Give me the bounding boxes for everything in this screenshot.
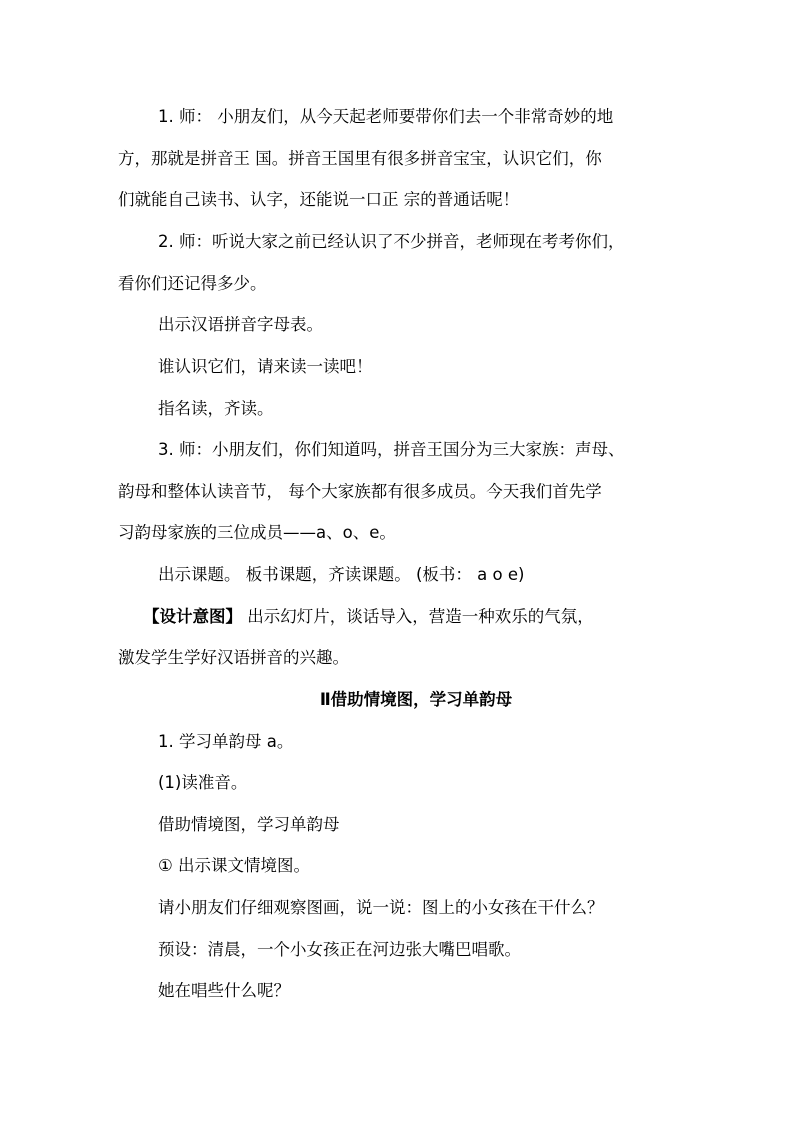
paragraph-2-line-2: 看你们还记得多少。 (118, 274, 267, 293)
paragraph-4: 谁认识它们，请来读一读吧！ (158, 357, 373, 376)
section-heading: Ⅱ借助情境图，学习单韵母 (319, 690, 513, 709)
after-line-7: 她在唱些什么呢？ (158, 981, 290, 1000)
paragraph-1-line-3: 们就能自己读书、认字，还能说一口正 宗的普通话呢！ (118, 190, 520, 209)
after-line-1: 1. 学习单韵母 a。 (158, 732, 294, 751)
after-line-4: ① 出示课文情境图。 (158, 856, 311, 875)
paragraph-8-line-1 (143, 603, 715, 631)
paragraph-1-line-1: 1. 师： 小朋友们，从今天起老师要带你们去一个非常奇妙的地 (158, 107, 614, 126)
paragraph-6-line-3: 习韵母家族的三位成员——a、o、e。 (118, 523, 396, 542)
paragraph-5: 指名读，齐读。 (158, 399, 274, 418)
paragraph-6-line-2: 韵母和整体认读音节， 每个大家族都有很多成员。今天我们首先学 (118, 482, 602, 501)
paragraph-7: 出示课题。 板书课题，齐读课题。 (板书： a o e) (158, 565, 525, 584)
paragraph-2-line-1: 2. 师：听说大家之前已经认识了不少拼音，老师现在考考你们， (158, 232, 625, 251)
paragraph-8-line-2: 激发学生学好汉语拼音的兴趣。 (118, 648, 349, 667)
after-line-2: (1)读准音。 (158, 773, 248, 792)
paragraph-6-line-1: 3. 师：小朋友们，你们知道吗，拼音王国分为三大家族：声母、 (158, 440, 625, 459)
after-line-6: 预设：清晨，一个小女孩正在河边张大嘴巴唱歌。 (158, 940, 521, 959)
paragraph-3: 出示汉语拼音字母表。 (158, 315, 323, 334)
design-intent-label: 【设计意图】 (143, 607, 242, 626)
after-line-5: 请小朋友们仔细观察图画，说一说：图上的小女孩在干什么？ (158, 898, 604, 917)
paragraph-1-line-2: 方，那就是拼音王 国。拼音王国里有很多拼音宝宝，认识它们，你 (118, 149, 602, 168)
design-intent-text: 出示幻灯片，谈话导入，营造一种欢乐的气氛， (242, 607, 594, 626)
after-line-3: 借助情境图，学习单韵母 (158, 815, 340, 834)
